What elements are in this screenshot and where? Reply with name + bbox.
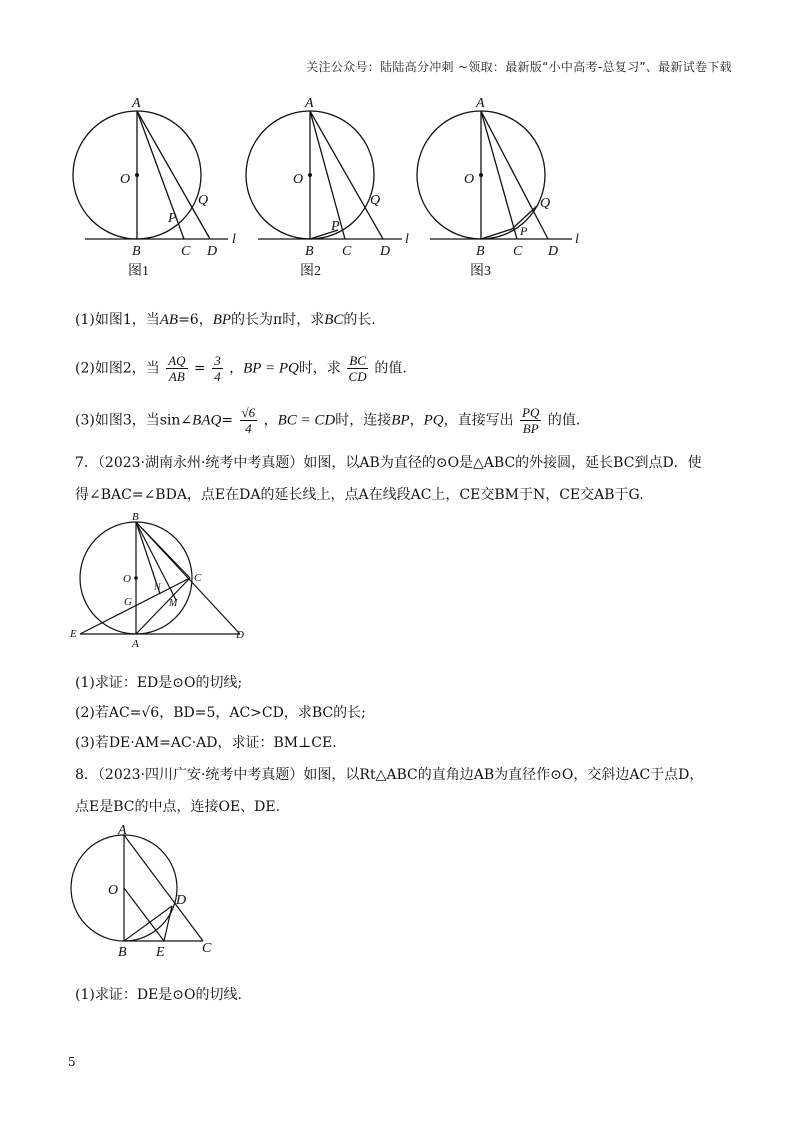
fig3-label-p: P (520, 224, 528, 238)
fig1-caption: 图1 (128, 264, 149, 279)
q8-label-d: D (176, 893, 187, 908)
fig2-caption: 图2 (300, 264, 321, 279)
q7-part1: (1)求证：ED是⊙O的切线; (75, 675, 243, 691)
q8-label-a: A (118, 823, 127, 838)
fig2-label-l: l (405, 232, 409, 247)
fig1-label-d: D (207, 244, 218, 259)
page-number: 5 (68, 1055, 76, 1069)
q7-label-b: B (132, 511, 139, 523)
q7-figure (68, 510, 328, 650)
q7-stem-line1: 7．（2023·湖南永州·统考中考真题）如图，以AB为直径的⊙O是△ABC的外接圆，延长BC到点D．使 (75, 455, 702, 471)
fig2-label-d: D (380, 244, 391, 259)
q8-label-b: B (118, 945, 127, 960)
q7-label-a: A (132, 638, 139, 650)
q7-part3: (3)若DE·AM=AC·AD，求证：BM⊥CE. (75, 735, 337, 751)
fig3-label-o: O (464, 172, 475, 187)
fig1-label-a: A (132, 96, 141, 111)
q7-label-e: E (70, 628, 77, 640)
q8-stem-line1: 8．（2023·四川广安·统考中考真题）如图，以Rt△ABC的直角边AB为直径作⊙O，交斜边AC于点D， (75, 767, 704, 783)
fig2-label-p: P (331, 219, 340, 234)
fig2-label-c: C (342, 244, 352, 259)
fig3-label-l: l (575, 232, 579, 247)
fig1-label-b: B (132, 244, 141, 259)
q7-label-n: N (154, 582, 161, 593)
fig3-label-q: Q (540, 196, 551, 211)
fig1-label-p: P (168, 211, 177, 226)
fig3-label-b: B (476, 244, 485, 259)
q8-stem-line2: 点E是BC的中点，连接OE、DE. (75, 799, 281, 815)
q7-part2: (2)若AC=√6，BD=5，AC>CD，求BC的长; (75, 705, 366, 721)
q7-label-m: M (169, 598, 178, 609)
q6-part1: (1)如图1，当AB=6，BP的长为π时，求BC的长. (75, 312, 376, 328)
q8-label-e: E (156, 945, 165, 960)
fig2-label-b: B (305, 244, 314, 259)
q7-label-d: D (236, 629, 244, 641)
fig1-label-q: Q (198, 193, 209, 208)
fig2-label-o: O (293, 172, 304, 187)
fig2-label-a: A (305, 96, 314, 111)
fig1-label-o: O (120, 172, 131, 187)
q8-label-o: O (108, 883, 119, 898)
fig1-label-c: C (181, 244, 191, 259)
figures-top (0, 85, 800, 375)
fig2-label-q: Q (370, 193, 381, 208)
q6-part3: (3)如图3，当sin∠BAQ= $\frac{√6}{4}$ ，BC = CD时，连接BP，PQ，直接写出 $\frac{PQ}{BP}$ 的值. (75, 405, 581, 436)
fig3-caption: 图3 (470, 264, 491, 279)
q7-label-c: C (194, 572, 202, 584)
fig3-label-d: D (548, 244, 559, 259)
fig3-label-c: C (513, 244, 523, 259)
page-header: 关注公众号：陆陆高分冲刺 ~领取：最新版“小中高考-总复习”、最新试卷下载 (306, 60, 732, 74)
q8-figure (68, 822, 268, 962)
q8-part1: (1)求证：DE是⊙O的切线. (75, 987, 242, 1003)
fig3-label-a: A (476, 96, 485, 111)
q8-label-c: C (202, 941, 212, 956)
q7-stem-line2: 得∠BAC=∠BDA，点E在DA的延长线上，点A在线段AC上，CE交BM于N，CE交AB于G. (75, 487, 644, 503)
q6-part2: (2)如图2，当 $\frac{AQ}{AB}$ = $\frac{3}{4}$ ，BP = PQ时，求 $\frac{BC}{CD}$ 的值. (75, 353, 407, 384)
q7-label-o: O (123, 573, 131, 585)
q7-label-g: G (124, 596, 132, 608)
fig1-label-l: l (232, 232, 236, 247)
